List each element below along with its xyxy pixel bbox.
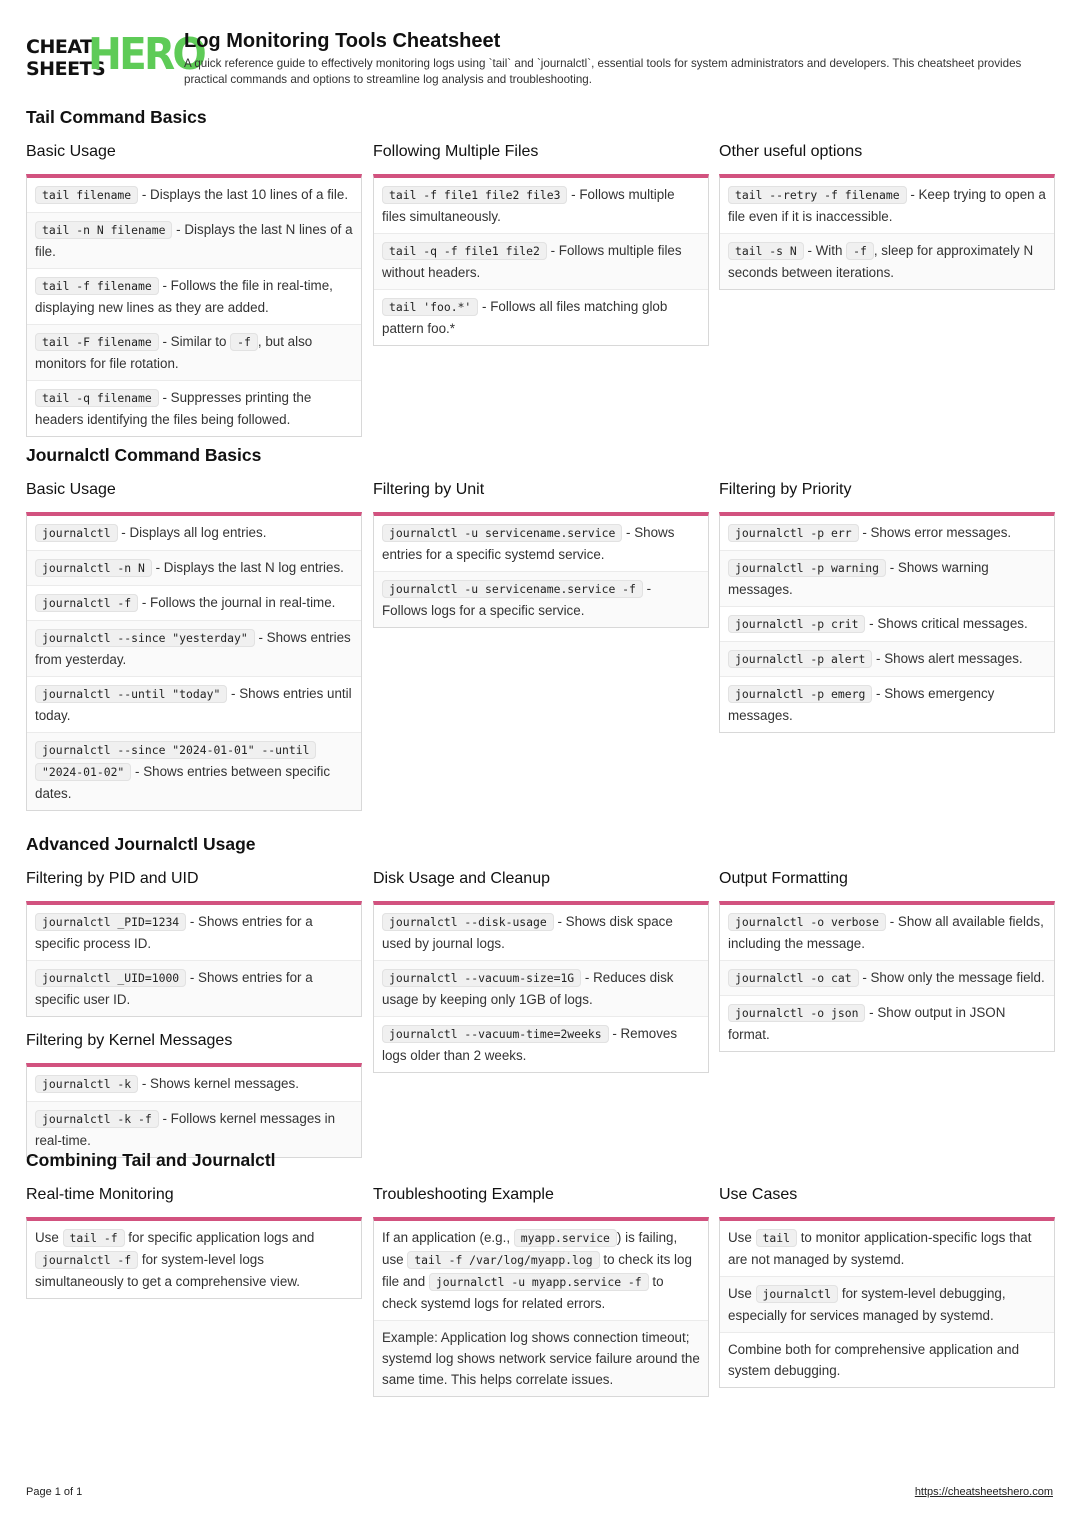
page-subtitle: A quick reference guide to effectively monitoring logs using `tail` and `journalctl`, essential tools for system administrators and developers. This cheatsheet provides practical commands and options to streamline log analysis and troubleshooting. <box>184 57 1022 86</box>
output-formatting-column <box>719 869 1055 1066</box>
command-code: journalctl --vacuum-size=1G <box>382 969 581 987</box>
item-text: - Shows emergency messages. <box>728 686 995 723</box>
command-code: journalctl -p err <box>728 524 859 542</box>
command-code: tail 'foo.*' <box>382 298 478 316</box>
use-cases-card <box>719 1217 1055 1388</box>
command-code: journalctl -f <box>35 594 138 612</box>
tail-basic-usage-card <box>26 174 362 437</box>
list-item <box>720 178 1054 233</box>
item-text: If an application (e.g., <box>382 1230 514 1245</box>
tail-basic-usage-column <box>26 142 362 451</box>
column-title: Basic Usage <box>26 143 116 160</box>
item-text: - Shows critical messages. <box>865 616 1028 631</box>
command-code: journalctl -p crit <box>728 615 865 633</box>
command-code: journalctl -u servicename.service <box>382 524 622 542</box>
list-item <box>374 516 708 571</box>
list-item <box>27 268 361 324</box>
command-code: myapp.service <box>514 1229 617 1247</box>
list-item <box>720 1332 1054 1387</box>
list-item <box>720 233 1054 289</box>
command-code: journalctl <box>756 1285 839 1303</box>
section-title-advanced: Advanced Journalctl Usage <box>26 834 256 854</box>
column-title: Filtering by PID and UID <box>26 870 199 887</box>
item-text: for system-level debugging, especially for services managed by systemd. <box>728 1286 1006 1323</box>
list-item <box>720 995 1054 1051</box>
column-title: Filtering by Kernel Messages <box>26 1032 233 1049</box>
realtime-monitoring-column <box>26 1185 362 1313</box>
site-link[interactable]: https://cheatsheetshero.com <box>914 1486 1053 1498</box>
item-text: - Shows entries until today. <box>35 686 352 723</box>
column-title: Troubleshooting Example <box>373 1186 554 1203</box>
list-item <box>27 905 361 960</box>
command-code: journalctl -k -f <box>35 1110 159 1128</box>
command-code: -f <box>846 242 874 260</box>
journal-basic-usage-card <box>26 512 362 811</box>
command-code: tail -q filename <box>35 389 159 407</box>
item-text: Use <box>728 1230 756 1245</box>
item-text: Combine both for comprehensive application and system debugging. <box>728 1342 1020 1378</box>
list-item <box>720 676 1054 732</box>
section-title-tail: Tail Command Basics <box>26 107 207 127</box>
list-item <box>374 905 708 960</box>
tail-other-options-card <box>719 174 1055 290</box>
list-item <box>720 641 1054 676</box>
item-text: - Follows multiple files simultaneously. <box>382 187 675 224</box>
command-code: journalctl -p warning <box>728 559 886 577</box>
command-code: tail -s N <box>728 242 804 260</box>
item-text: - Keep trying to open a file even if it is inaccessible. <box>728 187 1046 224</box>
item-text: - Shows entries between specific dates. <box>35 764 331 801</box>
command-code: journalctl --since "yesterday" <box>35 629 255 647</box>
list-item <box>27 676 361 732</box>
item-text: to monitor application-specific logs that are not managed by systemd. <box>728 1230 1032 1267</box>
item-text: - Show output in JSON format. <box>728 1005 1006 1042</box>
item-text: - Shows disk space used by journal logs. <box>382 914 673 951</box>
item-text: - Displays the last 10 lines of a file. <box>138 187 349 202</box>
column-title: Filtering by Priority <box>719 481 852 498</box>
item-text: to check its log file and <box>382 1252 692 1289</box>
section-title-combining: Combining Tail and Journalctl <box>26 1150 276 1170</box>
item-text: - Displays all log entries. <box>117 525 267 540</box>
list-item <box>720 550 1054 606</box>
item-text: - Shows entries for a specific process ID. <box>35 914 313 951</box>
item-text: for system-level logs simultaneously to get a comprehensive view. <box>35 1252 300 1289</box>
list-item <box>27 1101 361 1157</box>
command-code: tail <box>756 1229 797 1247</box>
journal-unit-card <box>373 512 709 628</box>
command-code: journalctl --disk-usage <box>382 913 554 931</box>
list-item <box>27 732 361 810</box>
journal-priority-card <box>719 512 1055 733</box>
list-item <box>27 516 361 550</box>
list-item <box>27 1221 361 1298</box>
item-text: - Show all available fields, including the message. <box>728 914 1044 951</box>
page-title: Log Monitoring Tools Cheatsheet <box>184 30 501 52</box>
list-item <box>374 289 708 345</box>
item-text: - Follows kernel messages in real-time. <box>35 1111 336 1148</box>
command-code: journalctl -p emerg <box>728 685 872 703</box>
command-code: -f <box>230 333 258 351</box>
command-code: journalctl -o json <box>728 1004 865 1022</box>
column-title: Basic Usage <box>26 481 116 498</box>
logo-cheat-text: CHEAT <box>26 36 93 58</box>
list-item <box>374 233 708 289</box>
item-text: - Reduces disk usage by keeping only 1GB of logs. <box>382 970 674 1007</box>
item-text: to check systemd logs for related errors. <box>382 1274 664 1311</box>
list-item <box>27 212 361 268</box>
troubleshooting-card <box>373 1217 709 1397</box>
use-cases-column <box>719 1185 1055 1402</box>
list-item <box>374 571 708 627</box>
command-code: journalctl <box>35 524 118 542</box>
list-item <box>374 178 708 233</box>
output-formatting-card <box>719 901 1055 1052</box>
item-text: - Shows alert messages. <box>872 651 1023 666</box>
item-text: - Shows kernel messages. <box>138 1076 299 1091</box>
list-item <box>720 905 1054 960</box>
list-item <box>720 1221 1054 1276</box>
command-code: journalctl --vacuum-time=2weeks <box>382 1025 609 1043</box>
list-item <box>374 1320 708 1396</box>
item-text: - Displays the last N lines of a file. <box>35 222 353 259</box>
pid-uid-card <box>26 901 362 1017</box>
item-text: - Show only the message field. <box>858 970 1045 985</box>
page-header <box>26 30 1056 90</box>
column-title: Real-time Monitoring <box>26 1186 174 1203</box>
journal-basic-usage-column <box>26 480 362 825</box>
list-item <box>374 1221 708 1320</box>
command-code: "2024-01-02" <box>35 763 131 781</box>
command-code: journalctl --since "2024-01-01" --until <box>35 741 316 759</box>
journal-unit-column <box>373 480 709 642</box>
command-code: tail -F filename <box>35 333 159 351</box>
list-item <box>27 1067 361 1101</box>
item-text: , but also monitors for file rotation. <box>35 334 313 371</box>
journal-priority-column <box>719 480 1055 747</box>
command-code: journalctl -n N <box>35 559 152 577</box>
logo-hero-text: HERO <box>88 29 205 80</box>
list-item <box>27 324 361 380</box>
command-code: journalctl -u servicename.service -f <box>382 580 643 598</box>
item-text: - Displays the last N log entries. <box>151 560 344 575</box>
item-text: - Follows multiple files without headers. <box>382 243 682 280</box>
tail-other-options-column <box>719 142 1055 304</box>
item-text: - Follows the journal in real-time. <box>138 595 336 610</box>
command-code: tail -f filename <box>35 277 159 295</box>
command-code: journalctl -o verbose <box>728 913 886 931</box>
list-item <box>720 606 1054 641</box>
command-code: tail -n N filename <box>35 221 172 239</box>
list-item <box>27 178 361 212</box>
cheatsheetshero-logo[interactable] <box>26 29 205 82</box>
command-code: journalctl -k <box>35 1075 138 1093</box>
tail-multiple-files-card <box>373 174 709 346</box>
command-code: tail -q -f file1 file2 <box>382 242 547 260</box>
troubleshooting-column <box>373 1185 709 1411</box>
section-title-journalctl: Journalctl Command Basics <box>26 445 262 465</box>
item-text: - Follows the file in real-time, displaying new lines as they are added. <box>35 278 333 315</box>
column-title: Filtering by Unit <box>373 481 485 498</box>
list-item <box>27 585 361 620</box>
item-text: - Shows warning messages. <box>728 560 989 597</box>
item-text: ) is failing, use <box>382 1230 678 1267</box>
item-text: - Shows error messages. <box>858 525 1012 540</box>
tail-multiple-files-column <box>373 142 709 360</box>
advanced-left-column <box>26 869 362 1172</box>
command-code: journalctl _UID=1000 <box>35 969 186 987</box>
column-title: Other useful options <box>719 143 863 160</box>
item-text: - Follows all files matching glob pattern foo.* <box>382 299 668 336</box>
command-code: journalctl --until "today" <box>35 685 227 703</box>
command-code: tail -f /var/log/myapp.log <box>407 1251 599 1269</box>
command-code: journalctl -p alert <box>728 650 872 668</box>
command-code: journalctl -u myapp.service -f <box>429 1273 649 1291</box>
command-code: journalctl -f <box>35 1251 138 1269</box>
list-item <box>374 960 708 1016</box>
list-item <box>27 380 361 436</box>
item-text: - Shows entries for a specific user ID. <box>35 970 313 1007</box>
list-item <box>720 960 1054 995</box>
disk-usage-column <box>373 869 709 1087</box>
list-item <box>27 620 361 676</box>
command-code: journalctl -o cat <box>728 969 859 987</box>
kernel-messages-card <box>26 1063 362 1158</box>
item-text: - Suppresses printing the headers identifying the files being followed. <box>35 390 312 427</box>
item-text: - Similar to <box>158 334 231 349</box>
item-text: - Shows entries for a specific systemd service. <box>382 525 675 562</box>
column-title: Disk Usage and Cleanup <box>373 870 550 887</box>
item-text: - Removes logs older than 2 weeks. <box>382 1026 678 1063</box>
item-text: - With <box>803 243 847 258</box>
page-number: Page 1 of 1 <box>26 1486 83 1498</box>
column-title: Use Cases <box>719 1186 798 1203</box>
command-code: tail --retry -f filename <box>728 186 907 204</box>
item-text: Use <box>728 1286 756 1301</box>
item-text: , sleep for approximately N seconds between iterations. <box>728 243 1034 280</box>
logo-sheets-text: SHEETS <box>26 58 106 80</box>
item-text: Example: Application log shows connection timeout; systemd log shows network service failure around the same time. This helps correlate issues. <box>382 1330 700 1387</box>
command-code: tail -f <box>63 1229 125 1247</box>
realtime-monitoring-card <box>26 1217 362 1299</box>
item-text: for specific application logs and <box>124 1230 315 1245</box>
item-text: - Follows logs for a specific service. <box>382 581 652 618</box>
list-item <box>27 960 361 1016</box>
list-item <box>374 1016 708 1072</box>
list-item <box>27 550 361 585</box>
command-code: journalctl _PID=1234 <box>35 913 186 931</box>
list-item <box>720 516 1054 550</box>
column-title: Output Formatting <box>719 870 848 887</box>
item-text: Use <box>35 1230 63 1245</box>
list-item <box>720 1276 1054 1332</box>
disk-usage-card <box>373 901 709 1073</box>
command-code: tail filename <box>35 186 138 204</box>
column-title: Following Multiple Files <box>373 143 539 160</box>
item-text: - Shows entries from yesterday. <box>35 630 351 667</box>
command-code: tail -f file1 file2 file3 <box>382 186 567 204</box>
